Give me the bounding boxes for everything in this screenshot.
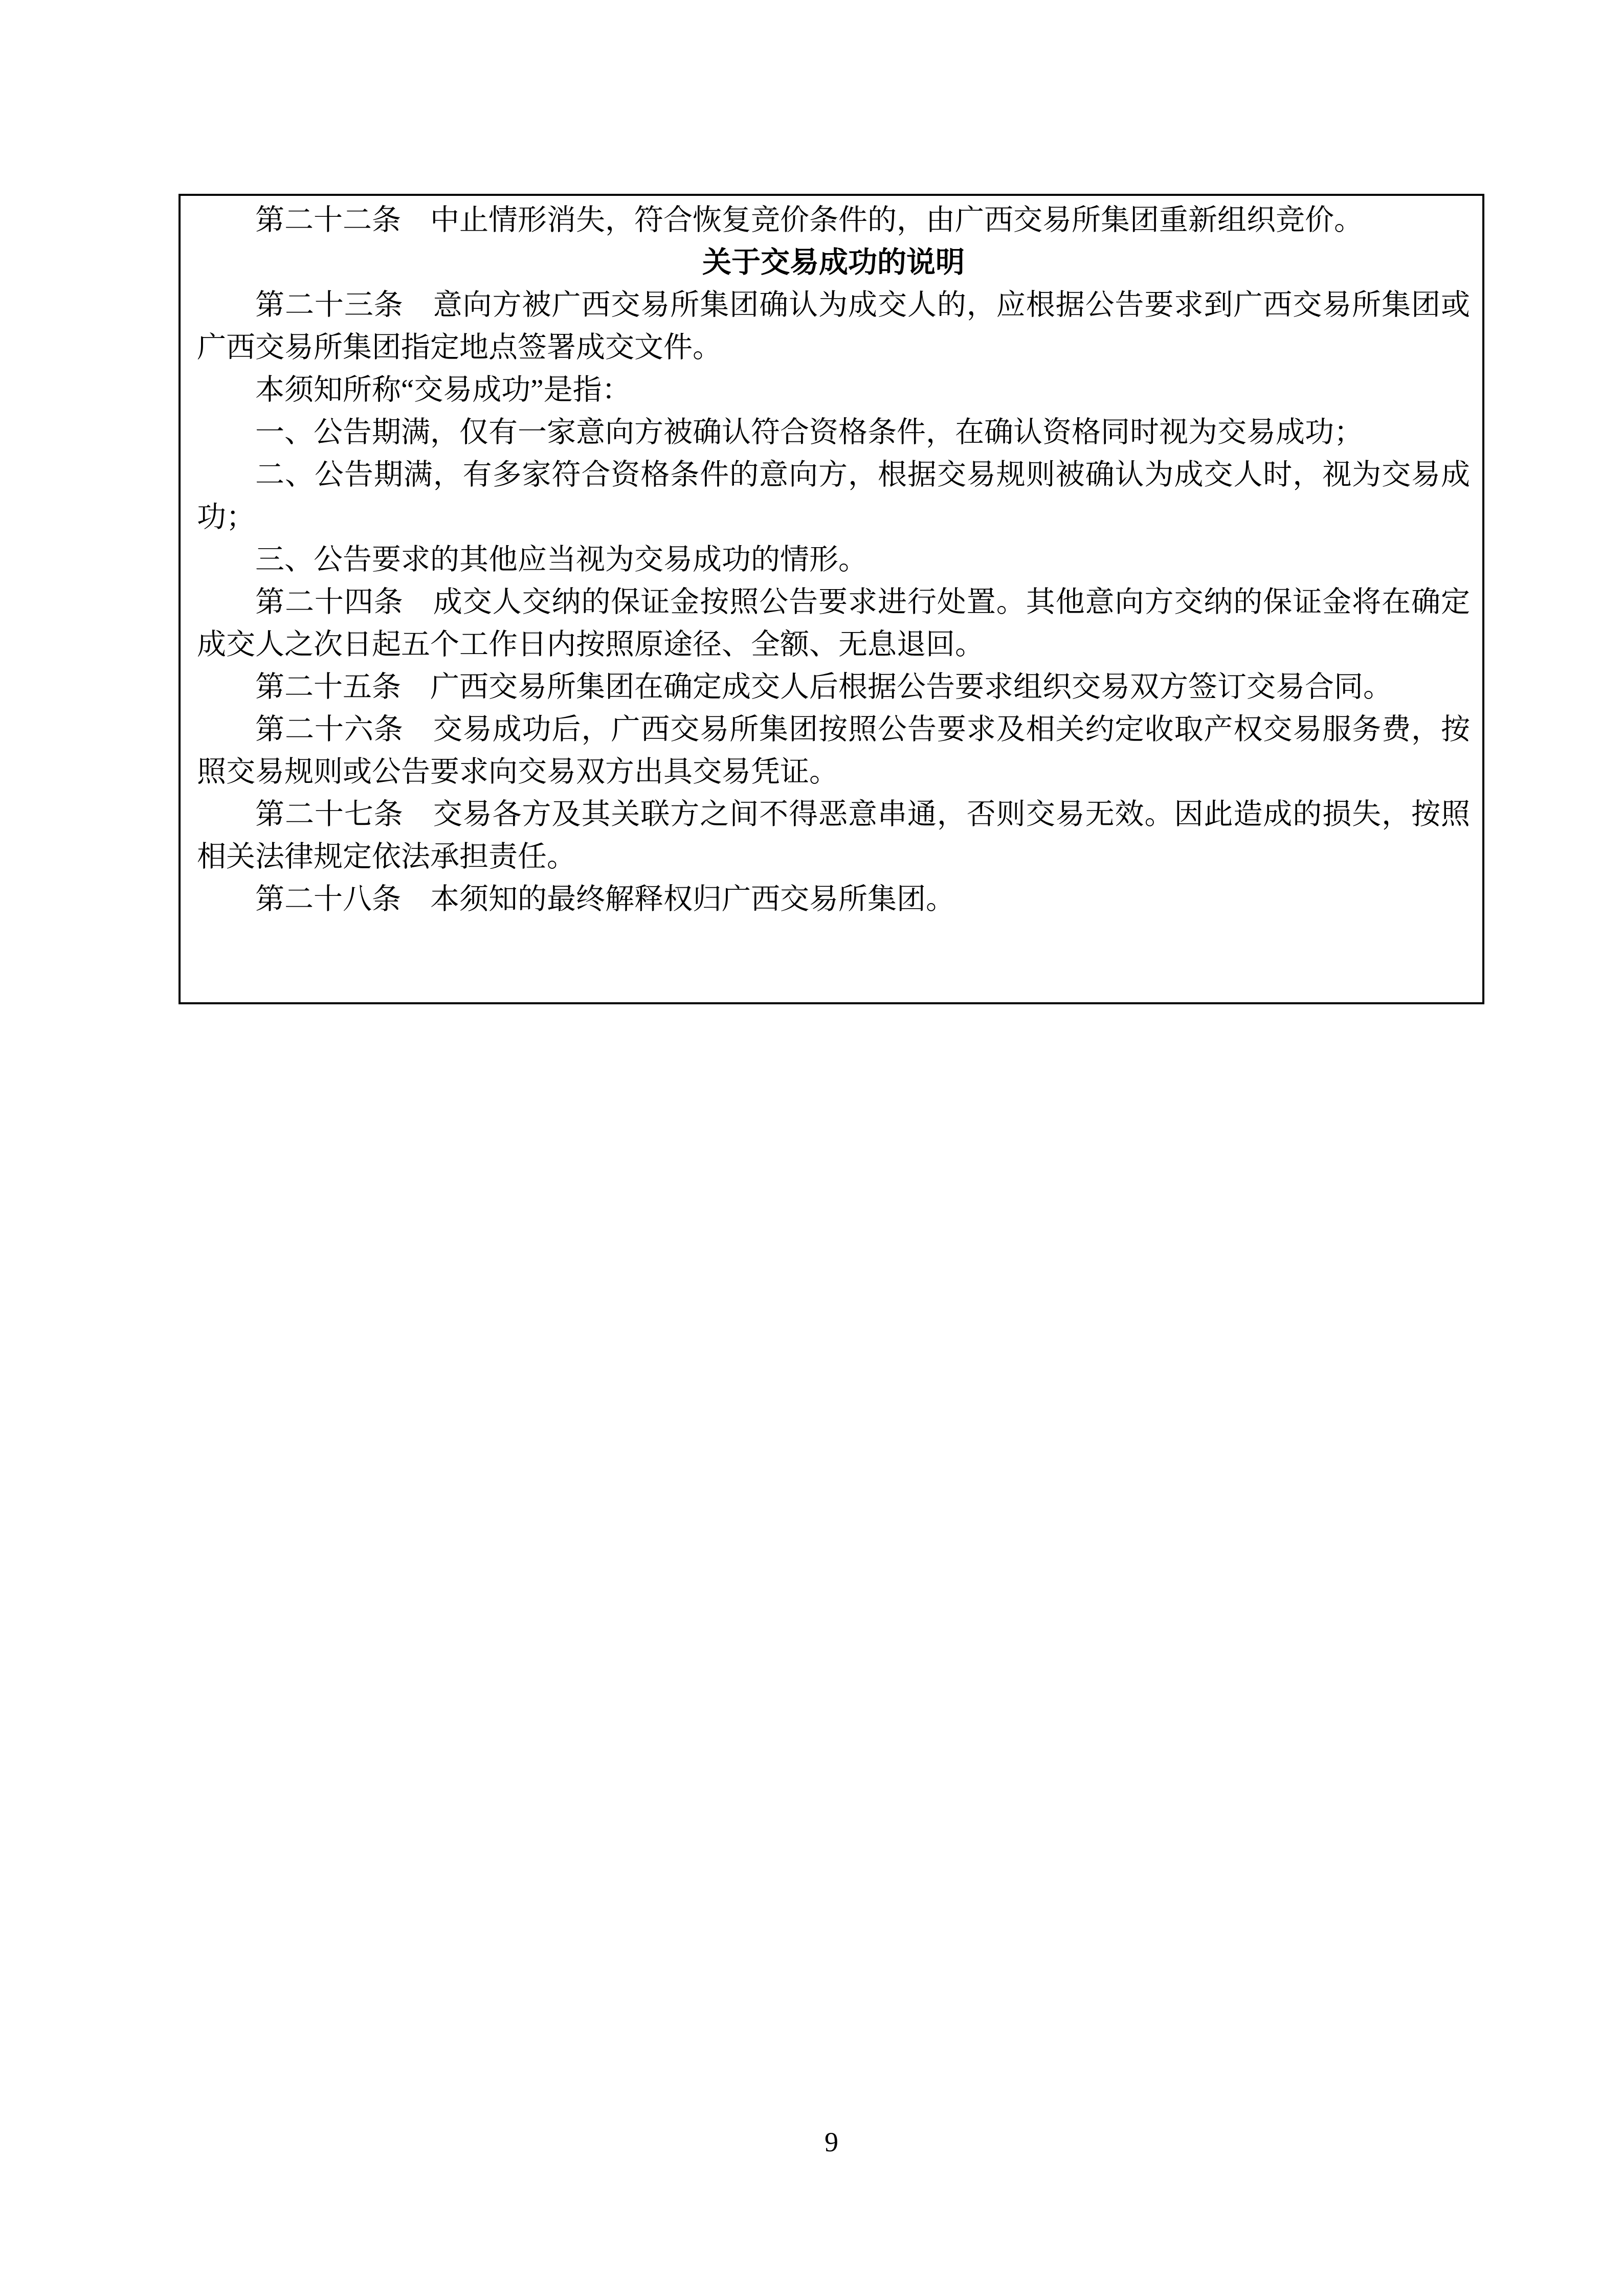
definition-item-3: 三、公告要求的其他应当视为交易成功的情形。 (255, 544, 867, 576)
section-heading-trade-success: 关于交易成功的说明 (702, 246, 965, 279)
definition-item-2: 二、公告期满，有多家符合资格条件的意向方，根据交易规则被确认为成交人时，视为交易成功； (197, 459, 1470, 533)
article-25: 第二十五条 广西交易所集团在确定成交人后根据公告要求组织交易双方签订交易合同。 (255, 671, 1392, 703)
notice-paragraphs (197, 199, 1470, 920)
article-24: 第二十四条 成交人交纳的保证金按照公告要求进行处置。其他意向方交纳的保证金将在确定成交人之次日起五个工作日内按照原途径、全额、无息退回。 (197, 586, 1470, 661)
article-22: 第二十二条 中止情形消失，符合恢复竞价条件的，由广西交易所集团重新组织竞价。 (255, 204, 1363, 236)
page-number: 9 (825, 2127, 838, 2157)
article-26: 第二十六条 交易成功后，广西交易所集团按照公告要求及相关约定收取产权交易服务费，按照交易规则或公告要求向交易双方出具交易凭证。 (197, 713, 1470, 788)
article-28: 第二十八条 本须知的最终解释权归广西交易所集团。 (255, 883, 955, 915)
definition-item-1: 一、公告期满，仅有一家意向方被确认符合资格条件，在确认资格同时视为交易成功； (255, 416, 1363, 448)
article-27: 第二十七条 交易各方及其关联方之间不得恶意串通，否则交易无效。因此造成的损失，按照相关法律规定依法承担责任。 (197, 798, 1470, 873)
notice-box (179, 194, 1484, 1004)
article-23: 第二十三条 意向方被广西交易所集团确认为成交人的，应根据公告要求到广西交易所集团或广西交易所集团指定地点签署成交文件。 (197, 289, 1470, 364)
definition-intro: 本须知所称“交易成功”是指： (255, 374, 631, 406)
